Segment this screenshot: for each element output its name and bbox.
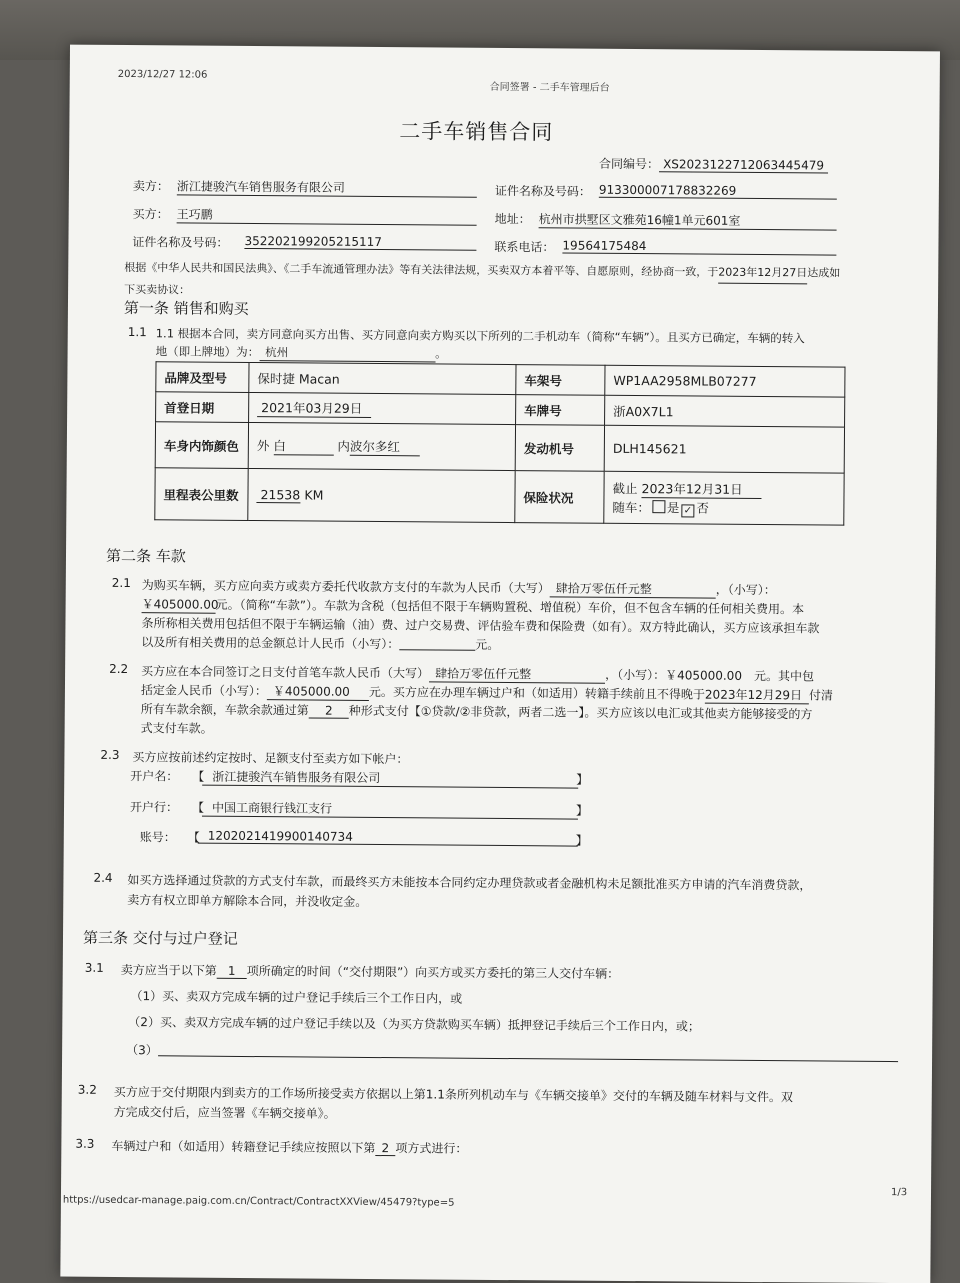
- reg-date-value: 2021年03月29日: [257, 398, 371, 418]
- buyer-id-label: 证件名称及号码：: [132, 235, 229, 250]
- ext-color-prefix: 外: [256, 438, 270, 454]
- account-name-bracket-close: 】: [576, 772, 589, 787]
- color-cell: [248, 422, 515, 470]
- buyer-name: 王巧鹏: [177, 205, 477, 225]
- section3-title: 第三条 交付与过户登记: [82, 928, 238, 948]
- no-checkbox-checked: ✓: [681, 504, 694, 517]
- clause-3-1-number: 3.1: [84, 960, 104, 975]
- no-label: 否: [696, 500, 710, 516]
- clause-1-1-number: 1.1: [127, 325, 147, 340]
- vin-label: 车架号: [516, 365, 605, 396]
- intro-text-b: 达成如下买卖协议：: [124, 266, 841, 297]
- seller-label: 卖方：: [132, 179, 169, 194]
- reg-date-cell: [249, 392, 516, 424]
- account-name-label: 开户名：: [130, 769, 179, 784]
- clause-2-1-text-c: 元。（简称“车款”）。车款为含税（包括但不限于车辆购置税、增值税）车价，但不包含车辆的任何相关费用。本: [215, 597, 805, 617]
- contract-title: 二手车销售合同: [399, 119, 554, 145]
- account-bank-label: 开户行：: [129, 800, 179, 815]
- clause-2-1-line4: [141, 633, 499, 653]
- clause-2-1-text-d: 条所称相关费用包括但不限于车辆运输（油）费、过户交易费、评估验车费和保险费（如有）。双方特此确认，买方应该承担车款: [141, 616, 820, 636]
- clause-1-1-line2: [156, 343, 447, 362]
- print-url: https://usedcar-manage.paig.com.cn/Contract/ContractXXView/45479?type=5: [62, 1194, 455, 1209]
- section2-title: 第二条 车款: [105, 546, 186, 566]
- clause-2-2-text-e: 付清: [808, 688, 834, 703]
- phone-label: 联系电话：: [494, 239, 555, 255]
- clause-3-1-option-2: （2）买、卖双方完成车辆的过户登记手续以及（为买方贷款购买车辆）抵押登记手续后三个工作日内，或；: [128, 1015, 701, 1034]
- payment-deadline: 2023年12月29日: [705, 686, 809, 705]
- option-3-blank: [158, 1042, 898, 1062]
- clause-3-1-text-a: 卖方应当于以下第: [120, 963, 217, 978]
- clause-2-1-text-b: ，（小写）：: [715, 582, 776, 598]
- vin-value: WP1AA2958MLB07277: [605, 365, 845, 397]
- engine-value: DLH145621: [604, 425, 844, 473]
- mileage-cell: [248, 468, 515, 522]
- first-payment-uppercase: 肆拾万零伍仟元整: [429, 664, 605, 683]
- clause-3-3-text-b: 项方式进行：: [395, 1141, 468, 1156]
- brand-label: 品牌及型号: [156, 362, 249, 393]
- clause-3-2-text-b: 方完成交付后，应当签署《车辆交接单》。: [113, 1104, 336, 1121]
- insurance-date: 2023年12月31日: [641, 479, 761, 499]
- insurance-prefix: 截止: [612, 480, 638, 496]
- plate-label: 车牌号: [516, 395, 605, 426]
- mileage-unit: KM: [304, 486, 324, 503]
- plate-value: 浙A0X7L1: [605, 395, 845, 427]
- buyer-address: 杭州市拱墅区文雅苑16幢1单元601室: [539, 210, 837, 230]
- contract-number-row: [599, 155, 828, 174]
- clause-2-2-text-h: 式支付车款。: [140, 721, 213, 736]
- seller-name: 浙江捷骏汽车销售服务有限公司: [177, 177, 477, 197]
- mileage-label: 里程表公里数: [155, 468, 248, 521]
- clause-2-2-text-d: 元。买方应在办理车辆过户和（如适用）转籍手续前且不得晚于: [368, 684, 706, 702]
- seller-id: 913300007178832269: [599, 183, 837, 200]
- total-amount-blank: [399, 636, 475, 651]
- mileage-value: 21538: [256, 487, 300, 503]
- clause-2-2-text-a: 买方应在本合同签订之日支付首笔车款人民币（大写）: [141, 664, 430, 681]
- clause-3-2-number: 3.2: [77, 1082, 97, 1097]
- clause-3-3-number: 3.3: [75, 1136, 95, 1151]
- vehicle-info-table: [154, 361, 845, 525]
- insurance-cell: [604, 471, 844, 525]
- yes-checkbox: [652, 500, 665, 513]
- clause-2-1-text-a: 为购买车辆，买方应向卖方或卖方委托代收款方支付的车款为人民币（大写）: [141, 578, 550, 596]
- clause-2-2-text-f: 所有车款余额，车款余款通过第: [140, 702, 309, 718]
- clause-2-4-text-a: 如买方选择通过贷款的方式支付车款，而最终买方未能按本合同约定办理贷款或者金融机构未足额批准买方申请的汽车消费贷款，: [127, 873, 812, 893]
- clause-2-3-number: 2.3: [100, 747, 120, 762]
- insurance-label: 保险状况: [515, 471, 604, 524]
- clause-3-1-option-3: [126, 1041, 898, 1064]
- account-name: 浙江捷骏汽车销售服务有限公司: [202, 768, 578, 789]
- account-bank-bracket-open: 【: [191, 800, 205, 815]
- contract-page: [60, 45, 940, 1283]
- price-uppercase: 肆拾万零伍仟元整: [550, 579, 716, 598]
- agreement-date: 2023年12月27日: [718, 262, 807, 285]
- deposit-amount: ￥405000.00: [267, 682, 369, 701]
- account-number-bracket-close: 】: [575, 833, 588, 848]
- clause-1-1-text-a: 1.1 根据本合同，卖方同意向买方出售、买方同意向卖方购买以下所列的二手机动车（简称“车辆”）。且买方已确定，车辆的转入: [155, 326, 805, 346]
- clause-2-4-number: 2.4: [93, 870, 113, 885]
- seller-id-label: 证件名称及号码：: [494, 183, 591, 199]
- clause-3-2-text-a: 买方应于交付期限内到卖方的工作场所接受卖方依据以上第1.1条所列机动车与《车辆交接单》交付的车辆及随车材料与文件。双: [113, 1084, 793, 1105]
- contract-number-label: 合同编号：: [599, 156, 660, 172]
- reg-date-label: 首登日期: [156, 392, 249, 423]
- clause-3-1-text-b: 项所确定的时间（“交付期限”）向买方或买方委托的第三人交付车辆：: [246, 964, 620, 981]
- brand-value: 保时捷 Macan: [249, 362, 516, 394]
- transfer-city: 杭州: [259, 344, 435, 362]
- color-label: 车身内饰颜色: [155, 422, 248, 469]
- clause-2-2-text-c: 括定金人民币（小写）：: [140, 683, 268, 699]
- account-number: 1202021419900140734: [198, 829, 578, 847]
- int-color-value: 波尔多红: [350, 437, 420, 457]
- clause-2-2-text-b: ，（小写）：￥405000.00 元。其中包: [605, 667, 815, 684]
- clause-2-4-text-b: 卖方有权立即单方解除本合同，并没收定金。: [127, 893, 368, 909]
- print-timestamp: 2023/12/27 12:06: [117, 68, 208, 81]
- clause-1-1-dot: 。: [435, 346, 447, 361]
- clause-3-1-line1: [121, 961, 620, 982]
- delivery-item: 1: [217, 964, 247, 979]
- account-bank-bracket-close: 】: [575, 803, 589, 818]
- address-label: 地址：: [494, 211, 531, 227]
- clause-2-2-text-g: 种形式支付【①贷款/②非贷款，两者二选一】。买方应该以电汇或其他卖方能够接受的方: [348, 703, 813, 722]
- clause-3-3-text-a: 车辆过户和（如适用）转籍登记手续应按照以下第: [111, 1138, 376, 1156]
- account-number-bracket-open: 【: [187, 830, 200, 845]
- transfer-item: 2: [375, 1141, 395, 1156]
- yes-label: 是: [666, 499, 680, 515]
- ext-color-value: 白: [273, 436, 333, 455]
- clause-2-1-number: 2.1: [111, 575, 131, 591]
- section1-title: 第一条 销售和购买: [123, 299, 249, 318]
- follow-label: 随车：: [612, 499, 650, 515]
- price-amount: ￥405000.00: [141, 597, 219, 612]
- buyer-id: 352202199205215117: [244, 234, 476, 251]
- clause-1-1-text-b: 地（即上牌地）为：: [155, 344, 260, 360]
- print-page-title: 合同签署 - 二手车管理后台: [489, 81, 610, 94]
- clause-2-1-text-e: 以及所有相关费用的总金额总计人民币（小写）：: [141, 635, 400, 652]
- clause-3-1-option-1: （1）买、卖双方完成车辆的过户登记手续后三个工作日内，或: [130, 989, 463, 1006]
- account-number-label: 账号：: [139, 830, 176, 845]
- int-color-prefix: 内: [337, 438, 350, 454]
- account-bank: 中国工商银行钱江支行: [202, 799, 578, 820]
- clause-2-1-text-f: 元。: [475, 637, 500, 652]
- payment-method: 2: [309, 703, 349, 718]
- clause-2-3-text: 买方应按前述约定按时、足额支付至卖方如下帐户：: [132, 750, 409, 767]
- buyer-label: 买方：: [132, 207, 169, 222]
- contract-number: XS2023122712063445479: [659, 157, 828, 173]
- print-page-number: 1/3: [890, 1187, 908, 1199]
- account-name-bracket-open: 【: [192, 769, 205, 784]
- engine-label: 发动机号: [515, 425, 604, 472]
- clause-2-2-number: 2.2: [109, 661, 129, 677]
- clause-3-3-line: [111, 1137, 467, 1157]
- intro-text-a: 根据《中华人民共和国民法典》、《二手车流通管理办法》等有关法律法规，买卖双方本着平等、自愿原则，经协商一致，于: [124, 261, 719, 279]
- clause-3-1-option-3-label: （3）: [126, 1043, 158, 1058]
- buyer-phone: 19564175484: [562, 238, 836, 255]
